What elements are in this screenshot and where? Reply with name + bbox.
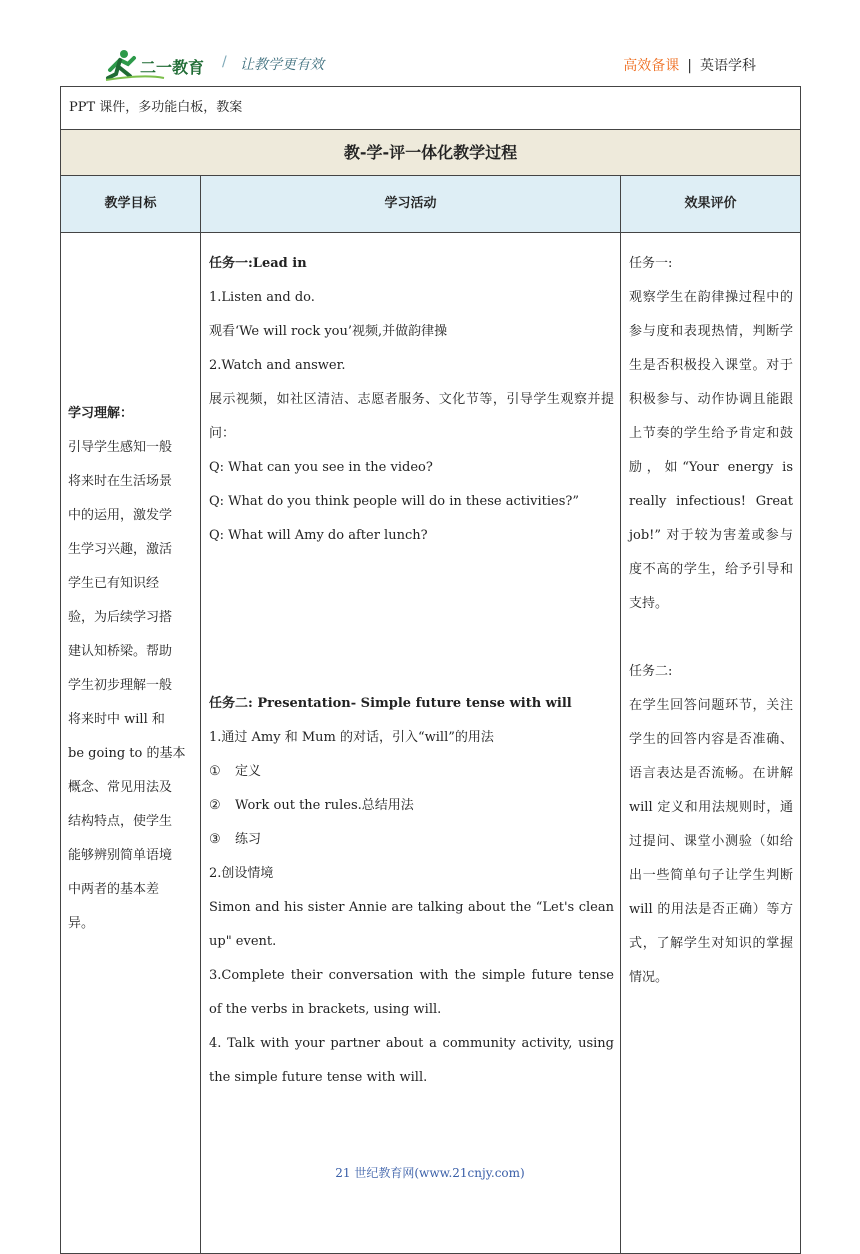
eval2-text: 在学生回答问题环节，关注学生的回答内容是否准确、语言表达是否流畅。在讲解 will 定义和用法规则时，通过提问、课堂小测验（如给出一些简单句子让学生判断 will 的用法是否正确）等方式，了解学生对知识的掌握情况。 bbox=[629, 698, 794, 985]
header-evaluation: 效果评价 bbox=[621, 176, 801, 233]
spacer bbox=[629, 621, 793, 655]
task2-step: 3.Complete their conversation with the simple future tense of the verbs in brackets, using will. bbox=[209, 968, 614, 1017]
task1-question: Q: What do you think people will do in these activities?” bbox=[209, 494, 579, 509]
task1-title: 任务一:Lead in bbox=[209, 256, 307, 271]
task2-title: 任务二: Presentation- Simple future tense with will bbox=[209, 696, 572, 711]
header-label-subject: 英语学科 bbox=[700, 58, 756, 74]
slogan-separator: / bbox=[222, 54, 227, 70]
header-activities: 学习活动 bbox=[201, 176, 621, 233]
eval2-title: 任务二: bbox=[629, 664, 673, 679]
goal-line: 将来时中 will 和 bbox=[68, 712, 165, 727]
goal-line: 引导学生感知一般 bbox=[68, 440, 173, 455]
goal-cell bbox=[61, 233, 201, 1254]
task1-question: Q: What will Amy do after lunch? bbox=[209, 528, 428, 543]
evaluation-cell bbox=[621, 233, 801, 1254]
task2-subitem bbox=[209, 789, 614, 823]
goal-title: 学习理解： bbox=[68, 406, 134, 421]
subitem-text: 练习 bbox=[235, 832, 262, 847]
header-subject bbox=[623, 55, 756, 75]
section-title: 教-学-评一体化教学过程 bbox=[61, 130, 801, 176]
activities-cell bbox=[201, 233, 621, 1254]
goal-line: 生学习兴趣，激活 bbox=[68, 542, 173, 557]
task2-subitem bbox=[209, 755, 614, 789]
header-label-prep: 高效备课 bbox=[623, 58, 680, 74]
spacer bbox=[209, 553, 614, 687]
content-row bbox=[61, 233, 801, 1254]
header-goal: 教学目标 bbox=[61, 176, 201, 233]
goal-line: 建认知桥梁。帮助 bbox=[68, 644, 173, 659]
task1-step: 观看‘We will rock you’视频,并做韵律操 bbox=[209, 324, 448, 339]
page-header bbox=[100, 44, 760, 84]
brand-logo bbox=[104, 48, 216, 82]
eval1-text: 观察学生在韵律操过程中的参与度和表现热情，判断学生是否积极投入课堂。对于积极参与、动作协调且能跟上节奏的学生给予肯定和鼓励，如“Your energy is really infectious! Great job!” 对于较为害羞或参与度不高的学生，给予引导和支持。 bbox=[629, 290, 794, 611]
subitem-text: Work out the rules.总结用法 bbox=[235, 798, 414, 813]
subitem-text: 定义 bbox=[235, 764, 262, 779]
circled-number: ① bbox=[209, 764, 221, 779]
header-separator: | bbox=[687, 58, 692, 74]
column-header-row bbox=[61, 176, 801, 233]
lesson-table bbox=[60, 86, 801, 1254]
slogan: 让教学更有效 bbox=[240, 57, 324, 73]
goal-line: 能够辨别简单语境 bbox=[68, 848, 173, 863]
circled-number: ② bbox=[209, 798, 221, 813]
circled-number: ③ bbox=[209, 832, 221, 847]
goal-line: 异。 bbox=[68, 916, 95, 931]
eval1-title: 任务一: bbox=[629, 256, 673, 271]
task1-step: 展示视频，如社区清洁、志愿者服务、文化节等，引导学生观察并提问： bbox=[209, 392, 614, 441]
goal-line: 结构特点，使学生 bbox=[68, 814, 173, 829]
task1-step: 1.Listen and do. bbox=[209, 290, 315, 305]
goal-line: 将来时在生活场景 bbox=[68, 474, 173, 489]
materials-text: PPT 课件，多功能白板，教案 bbox=[61, 87, 801, 130]
materials-row bbox=[61, 87, 801, 130]
page-footer: 21 世纪教育网(www.21cnjy.com) bbox=[335, 1166, 525, 1180]
task2-subitem bbox=[209, 823, 614, 857]
task2-step: 4. Talk with your partner about a community activity, using the simple future tense with will. bbox=[209, 1036, 614, 1085]
goal-line: 中的运用，激发学 bbox=[68, 508, 173, 523]
section-title-row bbox=[61, 130, 801, 176]
task1-step: 2.Watch and answer. bbox=[209, 358, 346, 373]
task1-question: Q: What can you see in the video? bbox=[209, 460, 433, 475]
task2-step: 2.创设情境 bbox=[209, 866, 274, 881]
goal-line: 学生初步理解一般 bbox=[68, 678, 173, 693]
goal-line: 验，为后续学习搭 bbox=[68, 610, 173, 625]
task2-step: 1.通过 Amy 和 Mum 的对话，引入“will”的用法 bbox=[209, 730, 494, 745]
goal-line: 中两者的基本差 bbox=[68, 882, 160, 897]
goal-line: be going to 的基本 bbox=[68, 746, 186, 761]
goal-line: 概念、常见用法及 bbox=[68, 780, 173, 795]
goal-line: 学生已有知识经 bbox=[68, 576, 160, 591]
brand-name: 二一教育 bbox=[140, 58, 205, 77]
task2-step: Simon and his sister Annie are talking about the “Let's clean up" event. bbox=[209, 900, 614, 949]
